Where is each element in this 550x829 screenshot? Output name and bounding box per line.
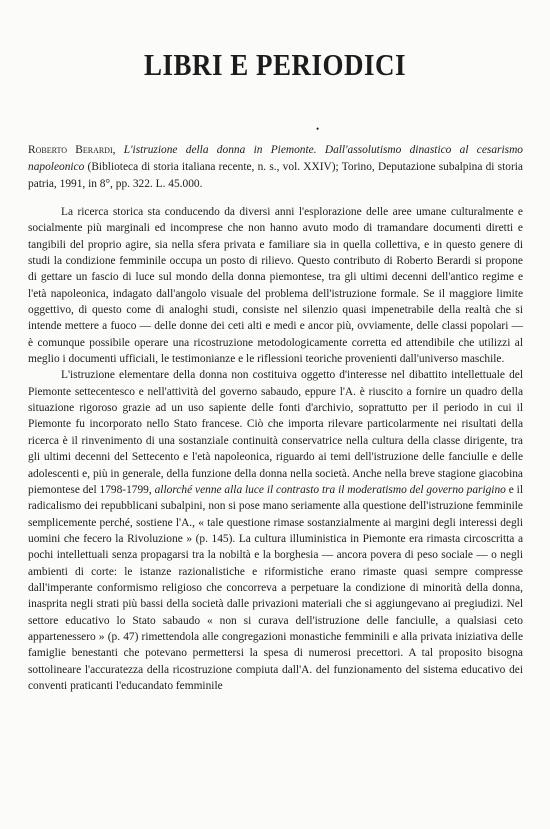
paragraph-2-text-b: e il radicalismo dei repubblicani subalpini, non si pose mano seriamente alla questione dell'istruzione femminile semplicemente perché, sostiene l'A., « tale questione rimase sostanzialmente ai margini degli interessi degli uomini che fecero la Rivoluzione » (p. 145). La cultura illuministica in Piemonte era rimasta circoscritta a pochi intellettuali senza propagarsi tra la nobiltà e la borghesia — ancora povera di peso sociale — o negli ambienti di corte: le istanze razionalistiche e riformistiche erano rimaste quasi sempre compresse dall'imperante conformismo religioso che concorreva a perpetuare la condizione di minorità della donna, inasprita negli strati più bassi della società dalle privazioni materiali che si aggiungevano ai pregiudizi. Nel settore educativo lo Stato sabaudo « non si curava dell'istruzione delle fanciulle, a qualsiasi ceto appartenessero » (p. 47) rimettendola alle congregazioni monastiche femminili e alla privata iniziativa delle famiglie benestanti che potevano permettersi la spesa di numerosi precettori. A tal proposito bisogna sottolineare l'accuratezza della ricostruzione compiuta dall'A. del funzionamento del sistema educativo dei conventi praticanti l'educandato femminile	[28, 483, 524, 692]
citation-book-title: L'istruzione della donna in Piemonte. Dall'assolutismo dinastico al cesarismo napoleonico	[28, 144, 523, 174]
paragraph-1: La ricerca storica sta conducendo da diversi anni l'esplorazione delle aree umane culturalmente e socialmente più marginali ed incomprese che non hanno avuto modo di tramandare documenti diretti e tangibili del proprio agire, sia nella sfera privata e familiare sia in quella collettiva, e in questo genere di studi la condizione femminile occupa un posto di rilievo. Questo contributo di Roberto Berardi si propone di gettare un fascio di luce sul mondo della donna piemontese, tra gli ultimi decenni dell'antico regime e l'età napoleonica, indagato dall'angolo visuale del problema dell'istruzione formale. Se il maggiore limite oggettivo, di questo come di analoghi studi, consiste nel silenzio quasi impenetrabile della realtà che si intende mettere a fuoco — delle donne dei ceti alti e medi e ancor più, ovviamente, delle classi popolari — è comunque possibile operare una ricostruzione metodologicamente corretta ed attendibile che utilizzi al meglio i documenti ufficiali, le testimonianze e le riflessioni teoriche provenienti dall'universo maschile.	[28, 206, 523, 366]
paragraph-2-italic-phrase: allorché venne alla luce il contrasto tra il moderatismo del governo parigino	[154, 483, 506, 496]
paragraph-2-text-a: L'istruzione elementare della donna non costituiva oggetto d'interesse nel dibattito intellettuale del Piemonte settecentesco e nell'attività del governo sabaudo, eppure l'A. è riuscito a fornire un quadro della situazione rigoroso grazie ad un uso sapiente delle fonti d'archivio, soprattutto per il periodo in cui il Piemonte fu incorporato nello Stato francese. Ciò che importa rilevare particolarmente nei risultati della ricerca è il rinvenimento di una sostanziale continuità conservatrice nella cultura della classe dirigente, tra gli ultimi decenni del Settecento e l'età napoleonica, riguardo ai temi dell'istruzione delle fanciulle e delle adolescenti e, più in generale, della funzione della donna nella società. Anche nella breve stagione giacobina piemontese del 1798-1799,	[28, 369, 523, 496]
book-citation	[28, 142, 523, 194]
page-title: LIBRI E PERIODICI	[143, 48, 407, 82]
review-body	[28, 204, 523, 694]
citation-author: Roberto Berardi,	[28, 144, 116, 156]
paragraph-2	[28, 367, 523, 694]
citation-details: (Biblioteca di storia italiana recente, n. s., vol. XXIV); Torino, Deputazione subalpina di storia patria, 1991, in 8°, pp. 322. L. 45.000.	[28, 161, 523, 191]
printer-mark: •	[316, 124, 320, 134]
